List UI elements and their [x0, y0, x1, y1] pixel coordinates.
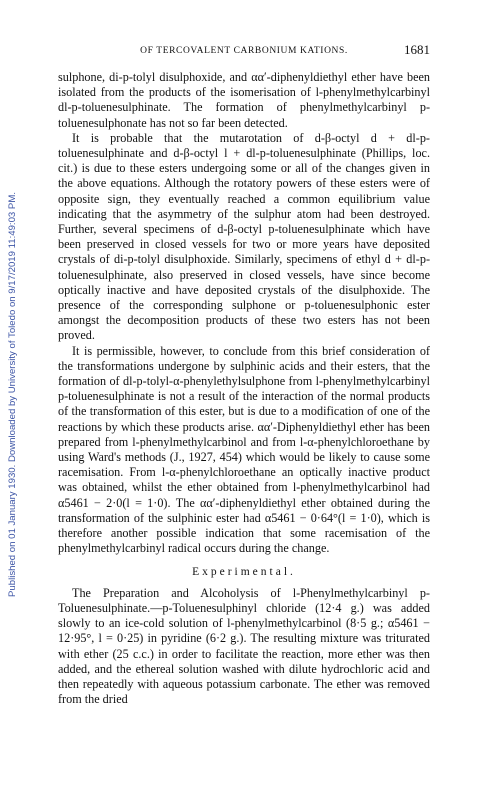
running-title: OF TERCOVALENT CARBONIUM KATIONS. — [140, 46, 348, 56]
section-heading: Experimental. — [192, 565, 296, 578]
running-header — [58, 42, 430, 60]
download-watermark: Published on 01 January 1930. Downloaded by University of Toledo on 9/17/2019 11:49:03 PM. — [7, 192, 18, 598]
paragraph-3: It is permissible, however, to conclude from this brief consideration of the transformations undergone by sulphinic acids and their esters, that the formation of dl-p-tolyl-α-phenylethylsulphone from l-phenylmethylcarbinyl p-toluenesulphinate is not a result of the interaction of the normal products of the transformation of this ester, but is due to a modification of one of the reactions by which these products arise. αα′-Diphenyldiethyl ether has been prepared from l-phenylmethylcarbinol and from l-α-phenylchloroethane by using Ward's methods (J., 1927, 454) which would be likely to cause some racemisation. From l-α-phenylchloroethane an optically inactive product was obtained, whilst the ether obtained from l-phenylmethylcarbinol had α5461 − 2·0(l = 1·0). The αα′-diphenyldiethyl ether obtained during the transformation of the sulphinic ester had α5461 − 0·64°(l = 1·0), which is therefore another possible indication that some racemisation of the phenylmethylcarbinyl radical occurs during the change. — [58, 343, 430, 556]
article-body — [58, 70, 430, 707]
paragraph-2: It is probable that the mutarotation of d-β-octyl d + dl-p-toluenesulphinate and d-β-octyl l + dl-p-toluenesulphinate (Phillips, loc. cit.) is due to these esters undergoing some or all of the changes given in the above equations. Although the rotatory powers of these esters were of opposite sign, they eventually reached a common equilibrium value indicating that the asymmetry of the sulphur atom had been destroyed. Further, several specimens of d-β-octyl p-toluenesulphinate which have been preserved in closed vessels for two or more years have deposited crystals of di-p-tolyl disulphoxide. Similarly, specimens of ethyl d + dl-p-toluenesulphinate, also preserved in closed vessels, have since become optically inactive and have deposited crystals of the disulphoxide. The presence of the corresponding sulphone or p-toluenesulphonic ester amongst the decomposition products of these two esters has not been proved. — [58, 130, 430, 343]
paragraph-4: The Preparation and Alcoholysis of l-Phenylmethylcarbinyl p-Toluenesulphinate.—p-Toluenesulphinyl chloride (12·4 g.) was added slowly to an ice-cold solution of l-phenylmethylcarbinol (8·5 g.; α5461 − 12·95°, l = 0·25) in pyridine (6·2 g.). The resulting mixture was triturated with ether (25 c.c.) in order to facilitate the reaction, more ether was then added, and the ethereal solution washed with dilute hydrochloric acid and then repeatedly with aqueous potassium carbonate. The ether was removed from the dried — [58, 585, 430, 707]
paragraph-1: sulphone, di-p-tolyl disulphoxide, and αα′-diphenyldiethyl ether have been isolated from the products of the isomerisation of l-phenylmethylcarbinyl dl-p-toluenesulphinate. The formation of phenylmethylcarbinyl p-toluenesulphonate has not so far been detected. — [58, 70, 430, 130]
page-number: 1681 — [404, 42, 430, 57]
